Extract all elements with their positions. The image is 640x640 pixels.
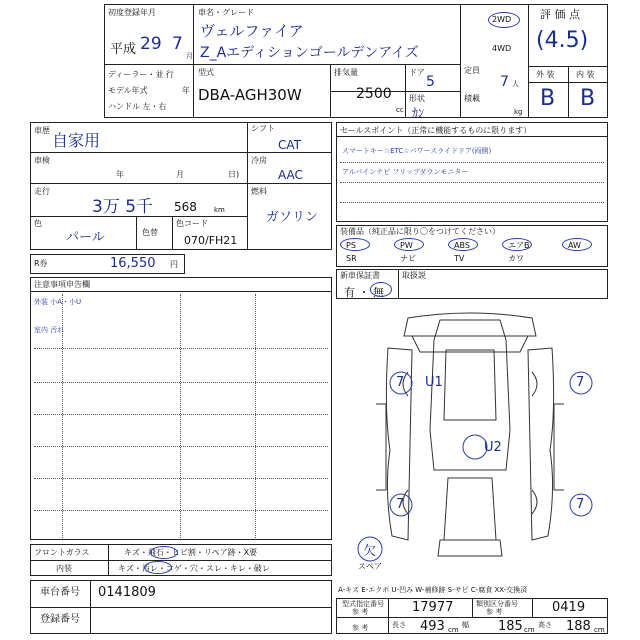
capacity-label: 定員 bbox=[464, 66, 480, 75]
notes-label: 注意事項申告欄 bbox=[34, 280, 90, 289]
interior-circle bbox=[144, 561, 172, 574]
notes-line-2: 室内 汚れ bbox=[34, 326, 65, 334]
cc-unit: cc bbox=[396, 106, 404, 114]
spare-label: スペア bbox=[358, 562, 382, 571]
height-unit: cm bbox=[594, 626, 605, 634]
warranty-circle bbox=[370, 282, 392, 297]
equipment-circle-4 bbox=[562, 238, 592, 251]
payload-label: 積載 bbox=[464, 94, 480, 103]
chassis-number: 0141809 bbox=[98, 585, 156, 600]
tire-rear-right: 7 bbox=[576, 497, 585, 512]
notes-frame bbox=[30, 277, 332, 540]
year-unit: 年 bbox=[182, 86, 190, 95]
notes-line-1: 外装 小A・小U bbox=[34, 298, 82, 306]
equipment-circle-3 bbox=[502, 238, 532, 251]
mileage-num: 568 bbox=[174, 200, 197, 214]
shift: CAT bbox=[278, 138, 301, 152]
height-label: 高さ bbox=[538, 621, 552, 629]
kg-unit: kg bbox=[514, 108, 523, 116]
displacement-label: 排気量 bbox=[334, 68, 358, 77]
handle-label: ハンドル 左・右 bbox=[108, 102, 167, 111]
reg-month: 7 bbox=[172, 34, 183, 54]
usage-label: 車歴 bbox=[34, 126, 50, 135]
color-code: 070/FH21 bbox=[184, 234, 238, 247]
insp-month: 月 bbox=[176, 170, 184, 179]
length-unit: cm bbox=[448, 626, 459, 634]
shift-label: シフト bbox=[251, 124, 275, 133]
width-label: 幅 bbox=[462, 621, 469, 629]
reg-year: 29 bbox=[140, 34, 162, 54]
equipment-item-4: AW bbox=[568, 241, 581, 250]
fuel: ガソリン bbox=[266, 210, 319, 225]
shape-label: 形状 bbox=[409, 94, 425, 103]
doors-label: ドア bbox=[409, 68, 425, 77]
interior-options: キズ・汚レ・コゲ・穴・スレ・キレ・破レ bbox=[118, 564, 270, 573]
interior-glass-label: 内装 bbox=[56, 564, 72, 573]
shape: ｶﾝ bbox=[412, 106, 425, 120]
front-glass-options: キズ・飛石・ヒビ割・リペア跡・X要 bbox=[124, 548, 258, 557]
yen-unit: 円 bbox=[170, 260, 178, 269]
warranty-label: 新車保証書 bbox=[340, 271, 380, 280]
mileage-hand: 3万 5千 bbox=[92, 197, 154, 217]
dims-sub: 参 考 bbox=[352, 624, 369, 632]
damage-legend: A-キズ E-エクボ U-凹み W-補修跡 S-サビ C-腐食 XX-交換済 bbox=[338, 586, 528, 594]
sales-line-1: スマートキー☆ETC☆パワースライドドア(両側) bbox=[342, 147, 492, 155]
interior-score: B bbox=[580, 86, 596, 111]
class-number: 0419 bbox=[552, 600, 586, 615]
equipment-row2-item-1: ナビ bbox=[400, 254, 416, 263]
doors: 5 bbox=[426, 74, 435, 90]
equipment-row2-item-3: カワ bbox=[508, 254, 524, 263]
insp-day: 日) bbox=[228, 170, 240, 179]
equipment-item-1: PW bbox=[400, 241, 413, 250]
class-label: 類別区分番号 bbox=[476, 600, 518, 608]
drive-4wd: 4WD bbox=[492, 44, 512, 53]
exterior-label: 外 装 bbox=[536, 70, 555, 79]
color-swap-label: 色替 bbox=[142, 228, 158, 237]
reg-label: 登録番号 bbox=[40, 614, 80, 625]
front-glass-label: フロントガラス bbox=[34, 548, 90, 557]
inspection-label: 車検 bbox=[34, 156, 50, 165]
color: パール bbox=[66, 230, 105, 245]
sales-label: セールスポイント（正常に機能するものに限ります） bbox=[340, 126, 532, 135]
tire-front-left: 7 bbox=[396, 375, 405, 390]
class-sub: 参 考 bbox=[486, 608, 503, 616]
equipment-item-0: PS bbox=[346, 241, 356, 250]
equipment-circle-2 bbox=[448, 238, 478, 251]
length: 493 bbox=[420, 619, 445, 634]
usage: 自家用 bbox=[52, 131, 101, 150]
equipment-item-2: ABS bbox=[454, 241, 470, 250]
recycle-frame bbox=[30, 254, 185, 274]
capacity: 7 bbox=[500, 74, 509, 90]
model-year-label: モデル年式 bbox=[108, 86, 148, 95]
score-label: 評 価 点 bbox=[540, 8, 580, 21]
damage-u2: U2 bbox=[484, 440, 502, 455]
equipment-item-3: エアB bbox=[508, 241, 530, 250]
tire-rear-left: 7 bbox=[396, 497, 405, 512]
chassis-label: 車台番号 bbox=[40, 587, 80, 598]
vehicle-name-1: ヴェルファイア bbox=[200, 22, 304, 40]
model-cert: 17977 bbox=[412, 600, 454, 615]
dealer-label: ディーラー・並 行 bbox=[108, 70, 174, 79]
recycle-amount: 16,550 bbox=[110, 256, 156, 271]
model-cert-sub: 参 考 bbox=[352, 608, 369, 616]
fuel-label: 燃料 bbox=[251, 187, 267, 196]
equipment-circle-0 bbox=[340, 238, 370, 251]
warranty-value: 有 ・ 無 bbox=[344, 286, 384, 299]
recycle-label: R券 bbox=[34, 259, 48, 268]
vehicle-name-2: Z_Aエディションゴールデンアイズ bbox=[200, 45, 419, 61]
front-glass-circle bbox=[150, 546, 178, 559]
drive-2wd: 2WD bbox=[492, 15, 512, 24]
equipment-label: 装備品（純正品に限り〇をつけてください） bbox=[340, 227, 500, 236]
color-code-label: 色コード bbox=[176, 219, 208, 228]
exterior-score: B bbox=[540, 86, 556, 111]
length-label: 長さ bbox=[392, 621, 406, 629]
sales-line-2: アルパインナビ フリップダウンモニター bbox=[342, 168, 469, 176]
month-unit: 月 bbox=[186, 52, 193, 60]
equipment-row2-item-2: TV bbox=[454, 254, 465, 263]
type-label: 型式 bbox=[198, 68, 214, 77]
model-code: DBA-AGH30W bbox=[198, 86, 302, 104]
score-value: (4.5) bbox=[536, 28, 589, 53]
insp-year: 年 bbox=[116, 170, 124, 179]
people-unit: 人 bbox=[512, 80, 519, 88]
manual-label: 取扱説 bbox=[402, 271, 426, 280]
damage-u1: U1 bbox=[425, 375, 443, 390]
equipment-circle-1 bbox=[394, 238, 424, 251]
equipment-row2-item-0: SR bbox=[346, 254, 357, 263]
color-label: 色 bbox=[34, 219, 42, 228]
ac: AAC bbox=[278, 168, 303, 182]
interior-label: 内 装 bbox=[576, 70, 595, 79]
mileage-label: 走行 bbox=[34, 187, 50, 196]
tire-front-right: 7 bbox=[576, 375, 585, 390]
displacement: 2500 bbox=[356, 86, 392, 102]
name-label: 車名・グレード bbox=[198, 8, 254, 17]
width: 185 bbox=[498, 619, 523, 634]
spare-value: 欠 bbox=[363, 544, 377, 559]
model-cert-label: 型式指定番号 bbox=[342, 600, 384, 608]
height: 188 bbox=[566, 619, 591, 634]
first-reg-label: 初度登録年月 bbox=[108, 8, 156, 17]
era: 平成 bbox=[110, 42, 137, 57]
km-unit: km bbox=[214, 206, 225, 214]
ac-label: 冷房 bbox=[251, 156, 267, 165]
width-unit: cm bbox=[524, 626, 535, 634]
